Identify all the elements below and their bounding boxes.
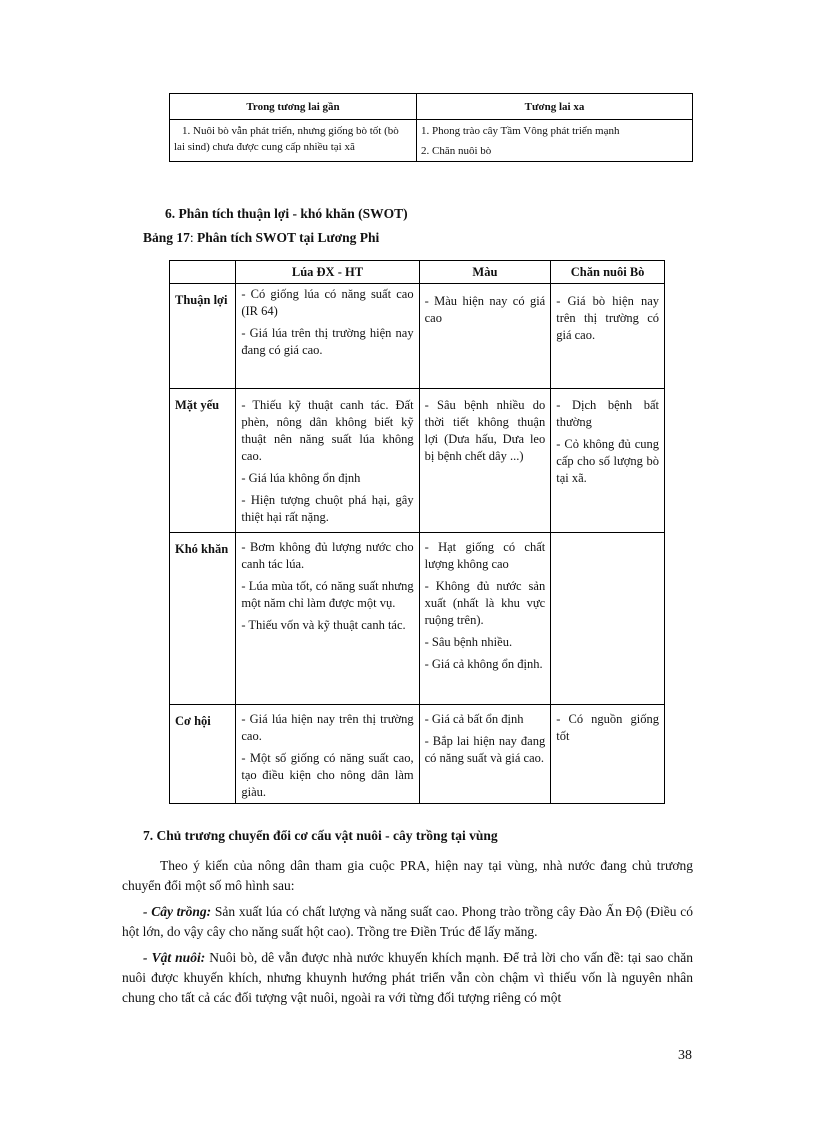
header-empty bbox=[170, 261, 236, 284]
cell-text: - Giá lúa hiện nay trên thị trường cao. bbox=[241, 712, 414, 743]
cell-text: - Giá cả bất ổn định bbox=[424, 712, 524, 726]
section-6-heading: 6. Phân tích thuận lợi - khó khăn (SWOT) bbox=[165, 206, 408, 221]
cell-text: - Giá lúa trên thị trường hiện nay đang có giá cao. bbox=[241, 326, 414, 357]
header-rice: Lúa ĐX - HT bbox=[236, 261, 419, 284]
cell-text: - Thiếu vốn và kỹ thuật canh tác. bbox=[241, 618, 406, 632]
rice-cell bbox=[236, 533, 419, 705]
header-far-future: Tương lai xa bbox=[417, 94, 693, 120]
cell-text: - Sâu bệnh nhiều. bbox=[424, 635, 513, 649]
far-future-item: 1. Phong trào cây Tầm Vông phát triển mạnh bbox=[421, 125, 620, 137]
header-cattle: Chăn nuôi Bò bbox=[551, 261, 665, 284]
caption-separator: : bbox=[189, 230, 198, 245]
table-row bbox=[170, 120, 693, 162]
caption-label: Bảng 17 bbox=[143, 230, 190, 245]
table-17-caption bbox=[143, 230, 379, 246]
future-outlook-table bbox=[169, 93, 693, 162]
cell-text: - Giá cả không ổn định. bbox=[424, 657, 543, 671]
table-row-strengths bbox=[170, 284, 665, 389]
cell-text: - Một số giống có năng suất cao, tạo điều kiện cho nông dân làm giàu. bbox=[241, 751, 414, 799]
caption-title: Phân tích SWOT tại Lương Phi bbox=[197, 230, 380, 245]
cattle-cell bbox=[551, 705, 665, 804]
table-header-row bbox=[170, 94, 693, 120]
cell-text: - Thiếu kỹ thuật canh tác. Đất phèn, nông dân không biết kỹ thuật nên năng suất lúa không cao. bbox=[241, 398, 414, 463]
table-header-row bbox=[170, 261, 665, 284]
row-label: Khó khăn bbox=[170, 533, 236, 705]
cell-text: - Hạt giống có chất lượng không cao bbox=[424, 540, 546, 571]
cell-text: - Không đủ nước sản xuất (nhất là khu vực ruộng trên). bbox=[424, 579, 546, 627]
cell-text: - Giá bò hiện nay trên thị trường có giá cao. bbox=[556, 294, 659, 342]
header-crops: Màu bbox=[419, 261, 551, 284]
cell-text: - Màu hiện nay có giá cao bbox=[424, 294, 546, 325]
cell-text: - Cỏ không đủ cung cấp cho số lượng bò tại xã. bbox=[556, 437, 659, 485]
paragraph-text: Nuôi bò, dê vẫn được nhà nước khuyến khích mạnh. Để trả lời cho vấn đề: tại sao chăn nuôi được khuyến khích, nhưng khuynh hướng phát triển vẫn còn chậm vì thiếu vốn là nguyên nhân chung cho tất cả các đối tượng vật nuôi, ngoài ra với từng đối tượng riêng có một bbox=[122, 950, 693, 1005]
rice-cell bbox=[236, 284, 419, 389]
paragraph-label: - Vật nuôi: bbox=[143, 950, 206, 965]
paragraph-intro: Theo ý kiến của nông dân tham gia cuộc PRA, hiện nay tại vùng, nhà nước đang chủ trương chuyển đổi một số mô hình sau: bbox=[122, 858, 693, 893]
far-future-cell bbox=[417, 120, 693, 162]
cell-text: - Có nguồn giống tốt bbox=[556, 712, 659, 743]
row-label: Thuận lợi bbox=[170, 284, 236, 389]
rice-cell bbox=[236, 705, 419, 804]
rice-cell bbox=[236, 389, 419, 533]
cell-text: - Có giống lúa có năng suất cao (IR 64) bbox=[241, 287, 414, 318]
cell-text: - Dịch bệnh bất thường bbox=[556, 398, 659, 429]
crops-cell bbox=[419, 705, 551, 804]
cell-text: - Lúa mùa tốt, có năng suất nhưng một năm chỉ làm được một vụ. bbox=[241, 579, 414, 610]
page-number: 38 bbox=[678, 1048, 692, 1063]
crops-cell bbox=[419, 284, 551, 389]
crops-cell bbox=[419, 533, 551, 705]
table-row-opportunities bbox=[170, 705, 665, 804]
near-future-item: 1. Nuôi bò vẫn phát triển, nhưng giống bò tốt (bò lai sind) chưa được cung cấp nhiều tại xã bbox=[174, 125, 399, 153]
header-near-future: Trong tương lai gần bbox=[170, 94, 417, 120]
cattle-cell bbox=[551, 284, 665, 389]
paragraph-crops bbox=[122, 902, 693, 942]
crops-cell bbox=[419, 389, 551, 533]
table-row-threats bbox=[170, 533, 665, 705]
cattle-cell-empty bbox=[551, 533, 665, 705]
near-future-cell bbox=[170, 120, 417, 162]
swot-table bbox=[169, 260, 665, 804]
cattle-cell bbox=[551, 389, 665, 533]
paragraph-livestock bbox=[122, 948, 693, 1008]
cell-text: - Bơm không đủ lượng nước cho canh tác lúa. bbox=[241, 540, 414, 571]
row-label: Cơ hội bbox=[170, 705, 236, 804]
cell-text: - Sâu bệnh nhiều do thời tiết không thuận lợi (Dưa hấu, Dưa leo bị bệnh chết dây ...) bbox=[424, 398, 546, 463]
table-row-weaknesses bbox=[170, 389, 665, 533]
row-label: Mặt yếu bbox=[170, 389, 236, 533]
cell-text: - Bắp lai hiện nay đang có năng suất và giá cao. bbox=[424, 734, 546, 765]
paragraph-label: - Cây trồng: bbox=[143, 904, 212, 919]
cell-text: - Giá lúa không ổn định bbox=[241, 471, 361, 485]
paragraph-text: Sản xuất lúa có chất lượng và năng suất cao. Phong trào trồng cây Đào Ấn Độ (Điều có hột lớn, do vậy cây cho năng suất hột cao). Trồng tre Điền Trúc để lấy măng. bbox=[122, 904, 693, 939]
section-7-heading: 7. Chủ trương chuyển đổi cơ cấu vật nuôi - cây trồng tại vùng bbox=[143, 828, 498, 843]
cell-text: - Hiện tượng chuột phá hại, gây thiệt hại rất nặng. bbox=[241, 493, 414, 524]
far-future-item: 2. Chăn nuôi bò bbox=[421, 145, 492, 157]
